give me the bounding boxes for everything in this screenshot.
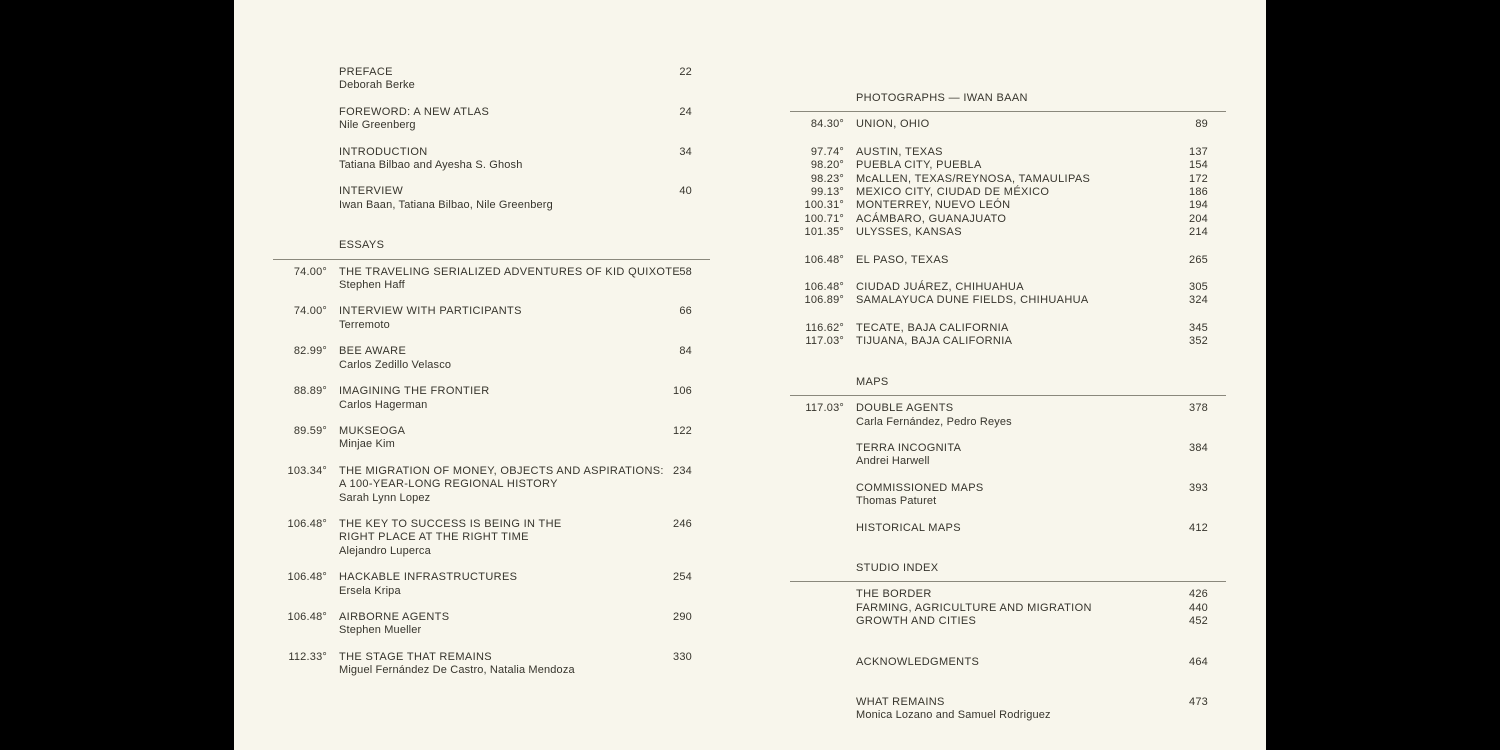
toc-entry: [273, 611, 710, 638]
entry-title-line: INTERVIEW WITH PARTICIPANTS: [339, 305, 522, 318]
section-rule-divider: [790, 581, 1226, 582]
entry-text: [844, 522, 1168, 535]
entry-title-line: ACÁMBARO, GUANAJUATO: [856, 212, 1007, 225]
toc-entry: [273, 146, 710, 173]
entry-author: Terremoto: [339, 318, 390, 331]
longitude-degree: 106.48°: [287, 517, 327, 530]
section-header: STUDIO INDEX: [856, 561, 939, 574]
entry-page-number: 137: [1189, 145, 1208, 158]
entry-title-line: TERRA INCOGNITA: [856, 441, 962, 454]
entry-title-line: MEXICO CITY, CIUDAD DE MÉXICO: [856, 186, 1050, 199]
entry-page-number: 464: [1189, 655, 1208, 668]
entry-title-line: A 100-YEAR-LONG REGIONAL HISTORY: [339, 478, 558, 491]
entry-page-number: 24: [679, 105, 692, 118]
entry-title: [856, 199, 1168, 212]
entry-group: [790, 402, 1226, 535]
entry-title: [856, 213, 1168, 226]
entry-title-line: IMAGINING THE FRONTIER: [339, 385, 490, 398]
entry-page-number: 254: [673, 571, 692, 584]
entry-title: [856, 186, 1168, 199]
entry-text: [327, 611, 652, 638]
longitude-degree: 106.48°: [287, 571, 327, 584]
toc-entry: [790, 159, 1226, 172]
entry-text: [844, 186, 1168, 199]
toc-entry: [790, 254, 1226, 267]
entry-title-line: SAMALAYUCA DUNE FIELDS, CHIHUAHUA: [856, 294, 1089, 307]
section-rule-divider: [790, 395, 1226, 396]
entry-title: [856, 294, 1168, 307]
entry-author: Carlos Hagerman: [339, 398, 428, 411]
toc-section: [790, 562, 1226, 723]
toc-entry: [273, 385, 710, 412]
entry-title-line: AIRBORNE AGENTS: [339, 610, 450, 623]
entry-author: Alejandro Luperca: [339, 544, 431, 557]
entry-title: [856, 602, 1168, 615]
entry-text: [327, 651, 652, 678]
entry-title: [856, 322, 1168, 335]
entry-text: [327, 305, 652, 332]
entry-text: [844, 482, 1168, 509]
entry-page-number: 345: [1189, 321, 1208, 334]
entry-title: [856, 254, 1168, 267]
entry-text: [844, 294, 1168, 307]
longitude-degree: 98.20°: [810, 159, 844, 172]
entry-title-line: THE TRAVELING SERIALIZED ADVENTURES OF KID QUIXOTE: [339, 265, 681, 278]
toc-entry: [273, 266, 710, 293]
toc-entry: [273, 66, 710, 93]
entry-author: Thomas Paturet: [856, 495, 937, 508]
entry-page-number: 324: [1189, 294, 1208, 307]
longitude-degree: 103.34°: [287, 464, 327, 477]
toc-entry: [790, 402, 1226, 429]
longitude-degree: 106.48°: [804, 281, 844, 294]
entry-group: [790, 696, 1226, 723]
front-matter-list: [273, 66, 710, 212]
entry-group: [790, 146, 1226, 240]
entry-title-line: THE MIGRATION OF MONEY, OBJECTS AND ASPIRATIONS:: [339, 464, 664, 477]
entry-title: [856, 442, 1168, 455]
entry-title-line: THE BORDER: [856, 588, 932, 601]
entry-title: [339, 66, 652, 79]
longitude-degree: 74.00°: [293, 305, 327, 318]
entry-title-line: CIUDAD JUÁREZ, CHIHUAHUA: [856, 281, 1024, 294]
entry-text: [844, 254, 1168, 267]
entry-title-line: HACKABLE INFRASTRUCTURES: [339, 571, 518, 584]
toc-entry: [273, 305, 710, 332]
entry-text: [844, 118, 1168, 131]
entry-text: [844, 281, 1168, 294]
entry-title-line: TIJUANA, BAJA CALIFORNIA: [856, 335, 1013, 348]
entry-page-number: 234: [673, 464, 692, 477]
entry-group: [790, 588, 1226, 628]
entry-page-number: 378: [1189, 402, 1208, 415]
entry-text: [327, 571, 652, 598]
longitude-degree: 101.35°: [804, 226, 844, 239]
entry-group: [790, 118, 1226, 131]
entry-title-line: MONTERREY, NUEVO LEÓN: [856, 199, 1011, 212]
entry-title-line: PUEBLA CITY, PUEBLA: [856, 159, 982, 172]
entry-title-line: MUKSEOGA: [339, 424, 406, 437]
entry-title: [339, 518, 652, 545]
entry-title: [339, 651, 652, 664]
entry-text: [844, 656, 1168, 669]
longitude-degree: 84.30°: [810, 118, 844, 131]
entry-title-line: EL PASO, TEXAS: [856, 253, 949, 266]
toc-entry: [790, 118, 1226, 131]
toc-entry: [273, 571, 710, 598]
entry-page-number: 265: [1189, 253, 1208, 266]
entry-page-number: 440: [1189, 601, 1208, 614]
entry-title: [856, 173, 1168, 186]
section-header: PHOTOGRAPHS — IWAN BAAN: [856, 92, 1028, 104]
entry-text: [844, 335, 1168, 348]
entry-author: Minjae Kim: [339, 438, 395, 451]
entry-author: Nile Greenberg: [339, 119, 416, 132]
entry-title-line: DOUBLE AGENTS: [856, 402, 954, 415]
toc-entry: [790, 146, 1226, 159]
toc-section: [273, 239, 710, 677]
toc-entry: [790, 602, 1226, 615]
entry-text: [327, 464, 664, 505]
longitude-degree: 98.23°: [810, 172, 844, 185]
entry-page-number: 290: [673, 610, 692, 623]
toc-entry: [790, 322, 1226, 335]
entry-page-number: 246: [673, 517, 692, 530]
entry-text: [327, 518, 652, 558]
longitude-degree: 106.89°: [804, 294, 844, 307]
entry-title-line: HISTORICAL MAPS: [856, 521, 961, 534]
toc-entry: [790, 213, 1226, 226]
entry-text: [844, 602, 1168, 615]
entry-title: [856, 118, 1168, 131]
entry-page-number: 452: [1189, 615, 1208, 628]
longitude-degree: 82.99°: [293, 345, 327, 358]
toc-entry: [273, 465, 710, 505]
entry-title: [339, 425, 652, 438]
entry-title: [339, 385, 652, 398]
toc-entry: [273, 518, 710, 558]
entry-text: [327, 385, 652, 412]
entry-text: [844, 696, 1168, 723]
entry-title-line: McALLEN, TEXAS/REYNOSA, TAMAULIPAS: [856, 172, 1091, 185]
entry-title: [856, 159, 1168, 172]
toc-entry: [790, 656, 1226, 669]
entry-text: [844, 442, 1168, 469]
entry-page-number: 393: [1189, 481, 1208, 494]
entry-page-number: 305: [1189, 281, 1208, 294]
entry-page-number: 204: [1189, 212, 1208, 225]
entry-title-line: THE STAGE THAT REMAINS: [339, 650, 492, 663]
book-spread: [234, 0, 1266, 750]
entry-title-line: INTRODUCTION: [339, 145, 428, 158]
entry-title-line: ACKNOWLEDGMENTS: [856, 655, 980, 668]
right-page-column: [790, 0, 1226, 723]
longitude-degree: 88.89°: [293, 385, 327, 398]
toc-entry: [273, 345, 710, 372]
toc-entry: [790, 173, 1226, 186]
entry-author: Ersela Kripa: [339, 584, 401, 597]
entry-text: [327, 185, 652, 212]
section-header: ESSAYS: [339, 239, 385, 252]
entry-title: [856, 482, 1168, 495]
longitude-degree: 116.62°: [805, 321, 844, 334]
longitude-degree: 106.48°: [804, 253, 844, 266]
entry-author: Deborah Berke: [339, 79, 415, 92]
toc-entry: [273, 425, 710, 452]
entry-author: Miguel Fernández De Castro, Natalia Mendoza: [339, 664, 575, 677]
entry-text: [844, 159, 1168, 172]
entry-title-line: INTERVIEW: [339, 185, 404, 198]
entry-title: [339, 571, 652, 584]
entry-title: [339, 185, 652, 198]
entry-text: [844, 213, 1168, 226]
entry-text: [844, 402, 1168, 429]
entry-title: [856, 402, 1168, 415]
toc-entry: [790, 588, 1226, 601]
entry-author: Iwan Baan, Tatiana Bilbao, Nile Greenberg: [339, 198, 553, 211]
toc-entry: [273, 185, 710, 212]
entry-text: [844, 615, 1168, 628]
entry-page-number: 22: [679, 66, 692, 78]
longitude-degree: 100.71°: [804, 212, 844, 225]
entry-group: [790, 281, 1226, 308]
toc-section: [790, 92, 1226, 349]
entry-text: [844, 226, 1168, 239]
entry-group: [790, 254, 1226, 267]
entry-page-number: 412: [1189, 521, 1208, 534]
entry-page-number: 40: [679, 185, 692, 198]
entry-page-number: 426: [1189, 588, 1208, 601]
entry-text: [327, 345, 652, 372]
longitude-degree: 74.00°: [293, 265, 327, 278]
entry-author: Carla Fernández, Pedro Reyes: [856, 415, 1012, 428]
entry-title-line: WHAT REMAINS: [856, 695, 945, 708]
entry-author: Stephen Mueller: [339, 624, 422, 637]
entry-text: [327, 106, 652, 133]
entry-title-line: UNION, OHIO: [856, 118, 930, 131]
entry-title: [339, 345, 652, 358]
toc-entry: [790, 281, 1226, 294]
entry-title-line: GROWTH AND CITIES: [856, 615, 977, 628]
entry-title-line: PREFACE: [339, 66, 393, 78]
entry-page-number: 384: [1189, 441, 1208, 454]
entry-page-number: 352: [1189, 335, 1208, 348]
entry-author: Andrei Harwell: [856, 455, 930, 468]
left-page-column: [273, 0, 710, 678]
entry-page-number: 84: [679, 345, 692, 358]
entry-group: [273, 266, 710, 678]
entry-author: Sarah Lynn Lopez: [339, 491, 431, 504]
entry-text: [327, 425, 652, 452]
entry-page-number: 89: [1195, 118, 1208, 131]
right-page-sections: [790, 92, 1226, 723]
toc-entry: [790, 522, 1226, 535]
entry-page-number: 330: [673, 650, 692, 663]
toc-entry: [790, 294, 1226, 307]
entry-title: [339, 464, 664, 492]
entry-author: Stephen Haff: [339, 279, 405, 292]
entry-title-line: FOREWORD: A NEW ATLAS: [339, 105, 490, 118]
entry-page-number: 154: [1189, 159, 1208, 172]
entry-page-number: 106: [673, 385, 692, 398]
entry-group: [790, 656, 1226, 669]
toc-entry: [790, 226, 1226, 239]
left-page-sections: [273, 239, 710, 677]
entry-title-line: COMMISSIONED MAPS: [856, 481, 984, 494]
entry-title: [856, 522, 1168, 535]
longitude-degree: 117.03°: [805, 402, 844, 415]
entry-title: [856, 656, 1168, 669]
longitude-degree: 106.48°: [287, 610, 327, 623]
longitude-degree: 97.74°: [810, 145, 844, 158]
entry-title-line: THE KEY TO SUCCESS IS BEING IN THE: [339, 517, 562, 530]
entry-text: [844, 588, 1168, 601]
longitude-degree: 89.59°: [293, 424, 327, 437]
longitude-degree: 112.33°: [288, 650, 327, 663]
toc-entry: [790, 199, 1226, 212]
toc-entry: [273, 651, 710, 678]
entry-title: [339, 265, 681, 279]
longitude-degree: 99.13°: [810, 186, 844, 199]
entry-title: [339, 106, 652, 119]
toc-section: [790, 376, 1226, 535]
entry-title: [856, 146, 1168, 159]
entry-title: [339, 611, 652, 624]
toc-entry: [790, 442, 1226, 469]
section-rule-divider: [790, 111, 1226, 112]
entry-title: [856, 335, 1168, 348]
entry-title: [856, 588, 1168, 601]
toc-entry: [790, 696, 1226, 723]
entry-page-number: 473: [1189, 695, 1208, 708]
entry-title: [856, 696, 1168, 709]
entry-title-line: RIGHT PLACE AT THE RIGHT TIME: [339, 531, 529, 544]
toc-entry: [790, 482, 1226, 509]
entry-title: [856, 615, 1168, 628]
entry-group: [790, 322, 1226, 349]
section-header: MAPS: [856, 375, 889, 388]
entry-text: [327, 265, 681, 293]
entry-title-line: ULYSSES, KANSAS: [856, 226, 962, 239]
entry-page-number: 186: [1189, 186, 1208, 199]
longitude-degree: 100.31°: [804, 199, 844, 212]
entry-title: [856, 226, 1168, 239]
entry-page-number: 58: [679, 265, 692, 278]
entry-page-number: 172: [1189, 172, 1208, 185]
entry-title: [339, 146, 652, 159]
entry-page-number: 122: [673, 424, 692, 437]
longitude-degree: 117.03°: [805, 335, 844, 348]
entry-title-line: BEE AWARE: [339, 345, 407, 358]
entry-text: [327, 66, 652, 93]
toc-entry: [790, 186, 1226, 199]
entry-title: [856, 281, 1168, 294]
toc-entry: [790, 615, 1226, 628]
entry-title-line: FARMING, AGRICULTURE AND MIGRATION: [856, 601, 1092, 614]
entry-text: [844, 146, 1168, 159]
entry-title-line: TECATE, BAJA CALIFORNIA: [856, 321, 1009, 334]
entry-author: Carlos Zedillo Velasco: [339, 358, 452, 371]
entry-author: Tatiana Bilbao and Ayesha S. Ghosh: [339, 159, 523, 172]
entry-author: Monica Lozano and Samuel Rodriguez: [856, 709, 1051, 722]
entry-text: [844, 199, 1168, 212]
entry-text: [844, 322, 1168, 335]
entry-title: [339, 305, 652, 318]
toc-entry: [790, 335, 1226, 348]
entry-page-number: 66: [679, 305, 692, 318]
entry-page-number: 34: [679, 145, 692, 158]
entry-text: [327, 146, 652, 173]
toc-entry: [273, 106, 710, 133]
entry-page-number: 214: [1189, 226, 1208, 239]
entry-text: [844, 173, 1168, 186]
entry-title-line: AUSTIN, TEXAS: [856, 145, 943, 158]
entry-page-number: 194: [1189, 199, 1208, 212]
section-rule-divider: [273, 259, 710, 260]
